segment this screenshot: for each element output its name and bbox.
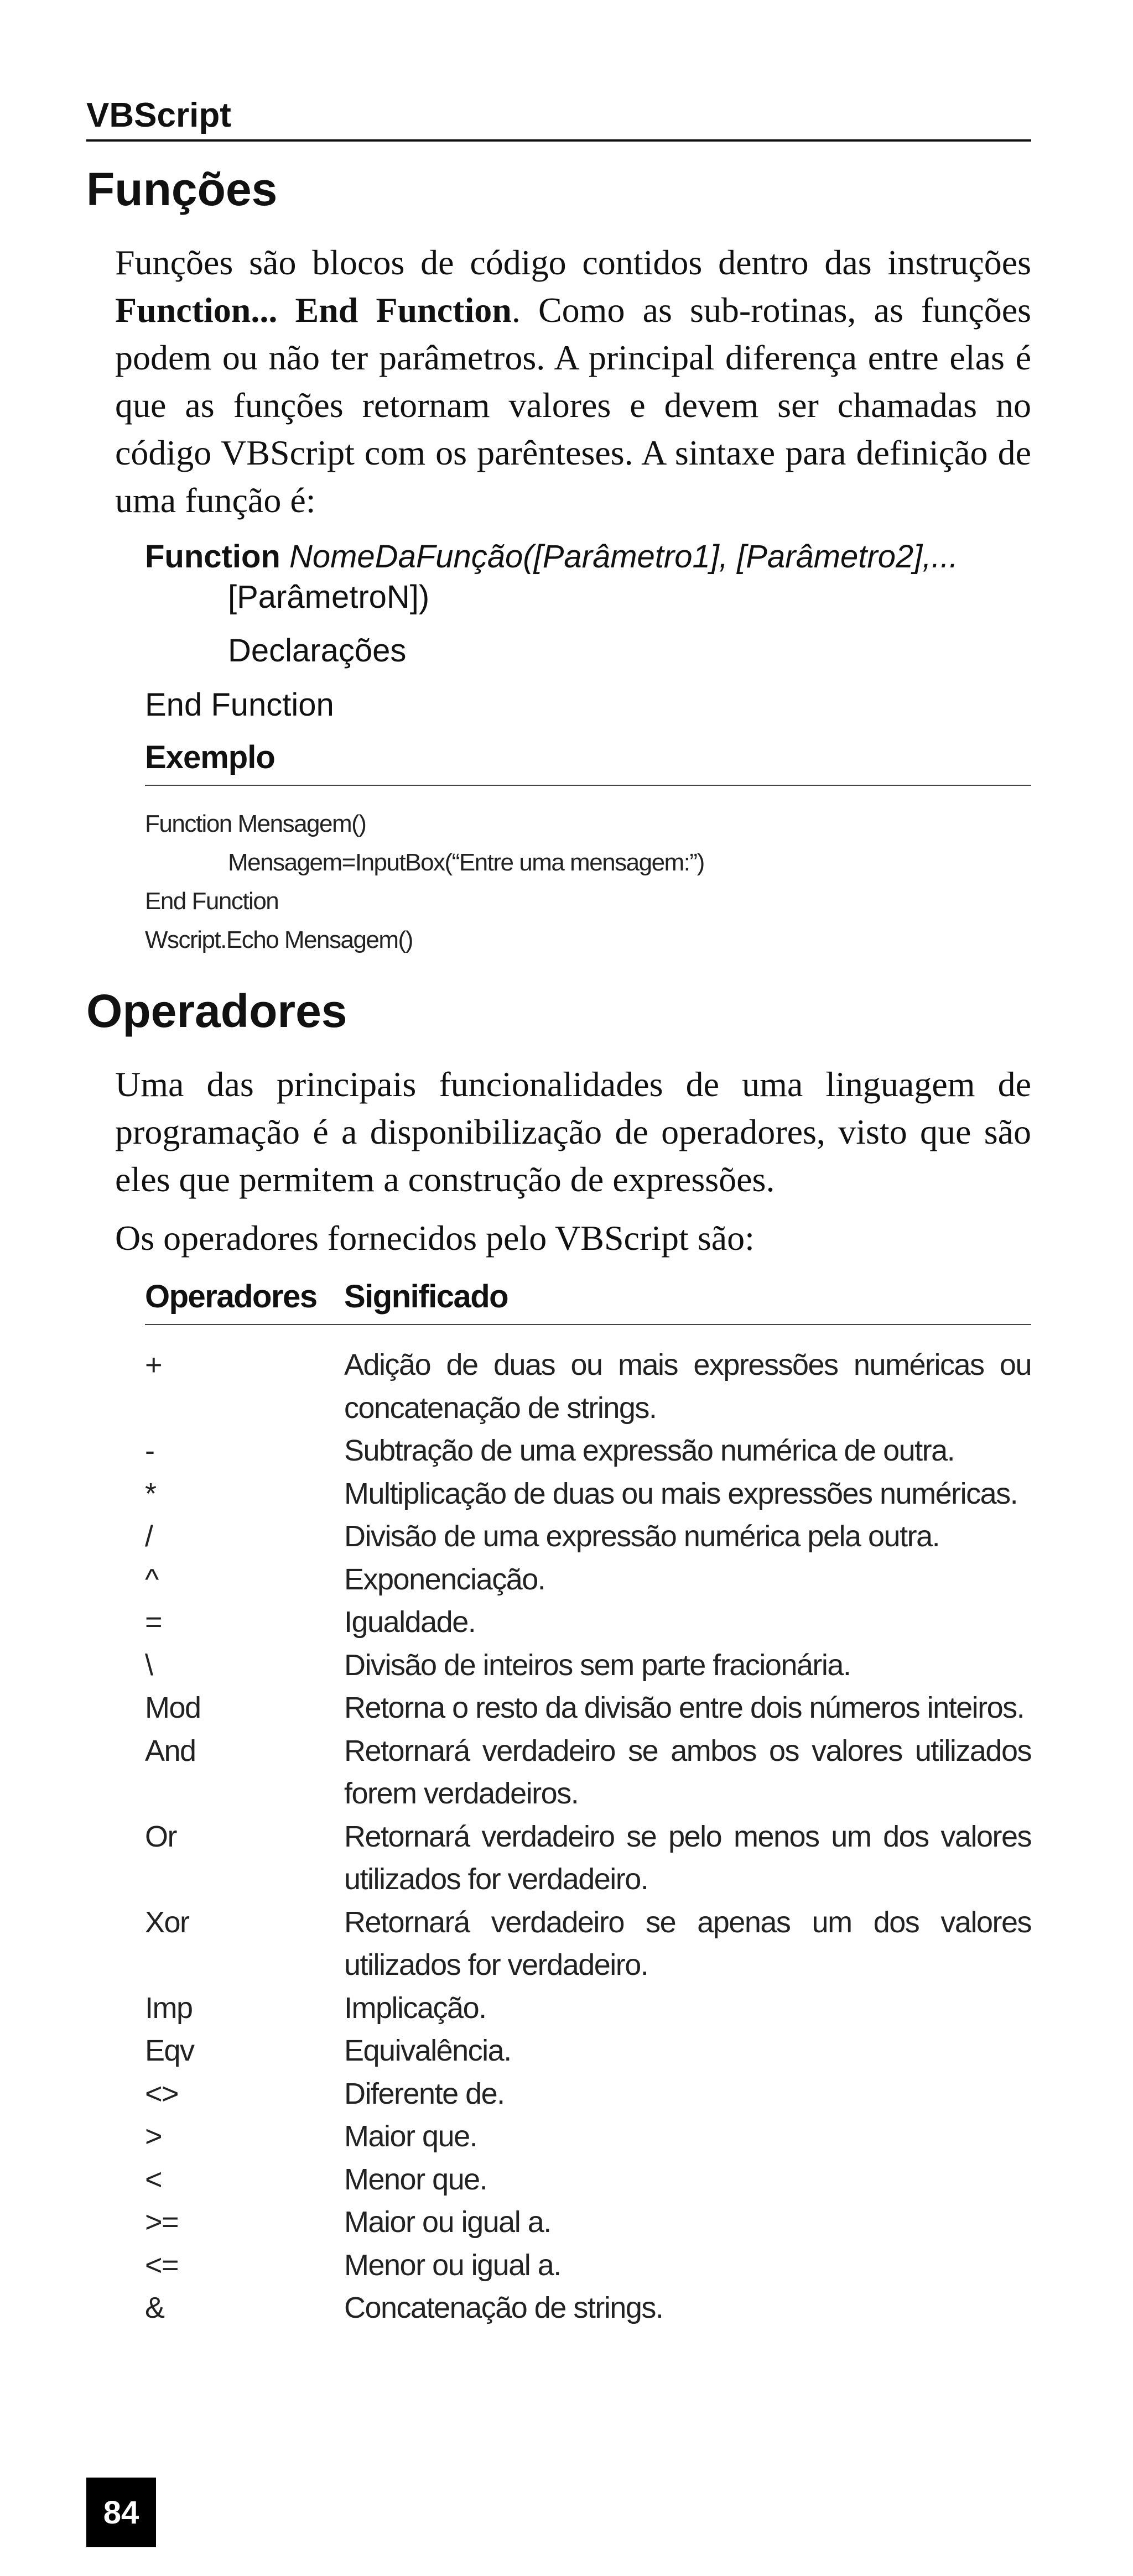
operator-description: Igualdade. xyxy=(344,1605,476,1639)
operator-symbol: Mod xyxy=(145,1691,201,1724)
operator-description: Concatenação de strings. xyxy=(344,2291,663,2324)
operator-symbol: Imp xyxy=(145,1991,193,2025)
operator-symbol: + xyxy=(145,1348,162,1381)
operator-symbol: * xyxy=(145,1477,156,1510)
code-line: Wscript.Echo Mensagem() xyxy=(145,926,413,953)
example-heading: Exemplo xyxy=(145,738,1031,786)
table-row xyxy=(145,1730,1031,1816)
running-header: VBScript xyxy=(86,93,1031,142)
operator-symbol: > xyxy=(145,2120,162,2153)
operator-description: Subtração de uma expressão numérica de outra. xyxy=(344,1434,955,1467)
operator-symbol: = xyxy=(145,1605,162,1639)
code-line: End Function xyxy=(145,888,279,915)
page-number-badge: 84 xyxy=(86,2478,156,2547)
syntax-keyword-function: Function xyxy=(145,539,280,575)
table-row xyxy=(145,1515,1031,1558)
operators-table-header xyxy=(145,1277,1031,1325)
table-row xyxy=(145,1430,1031,1473)
operator-description: Menor ou igual a. xyxy=(344,2248,561,2282)
operator-description: Retornará verdadeiro se pelo menos um dos valores utilizados for verdadeiro. xyxy=(344,1819,1031,1896)
operator-description: Equivalência. xyxy=(344,2034,511,2067)
code-line: Function Mensagem() xyxy=(145,810,366,837)
table-row xyxy=(145,2073,1031,2116)
table-row xyxy=(145,1644,1031,1687)
intro-keyword: Function... End Function xyxy=(115,290,512,330)
operator-description: Maior que. xyxy=(344,2120,477,2153)
syntax-body: Declarações xyxy=(228,633,407,669)
table-row xyxy=(145,2158,1031,2202)
table-row xyxy=(145,1344,1031,1430)
table-row xyxy=(145,1473,1031,1516)
operator-description: Divisão de inteiros sem parte fracionária. xyxy=(344,1648,851,1682)
operator-symbol: Xor xyxy=(145,1905,189,1939)
syntax-signature: NomeDaFunção([Parâmetro1], [Parâmetro2],... xyxy=(289,539,958,575)
section-title-operadores: Operadores xyxy=(86,985,347,1037)
operator-description: Retornará verdadeiro se ambos os valores utilizados forem verdadeiros. xyxy=(344,1734,1031,1810)
operator-description: Exponenciação. xyxy=(344,1562,545,1596)
functions-intro-paragraph xyxy=(115,239,1031,524)
table-row xyxy=(145,2030,1031,2073)
operator-symbol: < xyxy=(145,2162,162,2196)
operator-symbol: ^ xyxy=(145,1562,158,1596)
section-title-funcoes: Funções xyxy=(86,163,278,215)
operators-paragraph-1: Uma das principais funcionalidades de uma linguagem de programação é a disponibilização de operadores, visto que são eles que permitem a construção de expressões. xyxy=(115,1065,1031,1199)
table-row xyxy=(145,1687,1031,1730)
intro-text-start: Funções são blocos de código contidos dentro das instruções xyxy=(115,243,1031,282)
operator-description: Menor que. xyxy=(344,2162,487,2196)
table-row xyxy=(145,2287,1031,2330)
example-code-block xyxy=(145,805,704,960)
table-row xyxy=(145,1901,1031,1987)
column-header-operators: Operadores xyxy=(145,1279,317,1315)
operator-symbol: Eqv xyxy=(145,2034,194,2067)
table-row xyxy=(145,2201,1031,2244)
operator-symbol: <> xyxy=(145,2077,179,2110)
operator-description: Implicação. xyxy=(344,1991,486,2025)
operators-table-body xyxy=(145,1344,1031,2330)
operator-symbol: \ xyxy=(145,1648,153,1682)
table-row xyxy=(145,1601,1031,1644)
operator-description: Maior ou igual a. xyxy=(344,2205,551,2239)
operator-description: Retorna o resto da divisão entre dois números inteiros. xyxy=(344,1691,1025,1724)
table-row xyxy=(145,1558,1031,1602)
intro-text-end: . Como as sub-rotinas, as funções podem ou não ter parâmetros. A principal diferença entre elas é que as funções retornam valores e devem ser chamadas no código VBScript com os parênteses. A sintaxe para definição de uma função é: xyxy=(115,290,1032,520)
syntax-line-1 xyxy=(145,538,958,576)
operator-symbol: >= xyxy=(145,2205,179,2239)
operators-paragraph-2: Os operadores fornecidos pelo VBScript são: xyxy=(115,1218,755,1258)
operator-symbol: And xyxy=(145,1734,196,1767)
operator-symbol: / xyxy=(145,1520,153,1553)
operator-symbol: - xyxy=(145,1434,154,1467)
operator-description: Diferente de. xyxy=(344,2077,505,2110)
syntax-line-2: [ParâmetroN]) xyxy=(228,579,430,615)
operator-symbol: <= xyxy=(145,2248,179,2282)
operator-description: Retornará verdadeiro se apenas um dos valores utilizados for verdadeiro. xyxy=(344,1905,1031,1981)
code-line: Mensagem=InputBox(“Entre uma mensagem:”) xyxy=(228,849,704,876)
operator-description: Adição de duas ou mais expressões numéricas ou concatenação de strings. xyxy=(344,1348,1031,1425)
operator-description: Multiplicação de duas ou mais expressões numéricas. xyxy=(344,1477,1018,1510)
table-row xyxy=(145,1816,1031,1901)
operator-symbol: Or xyxy=(145,1819,176,1853)
operator-symbol: & xyxy=(145,2291,164,2324)
table-row xyxy=(145,1987,1031,2030)
column-header-meaning: Significado xyxy=(344,1279,508,1315)
operator-description: Divisão de uma expressão numérica pela outra. xyxy=(344,1520,940,1553)
syntax-keyword-end-function: End Function xyxy=(145,687,334,723)
table-row xyxy=(145,2115,1031,2158)
table-row xyxy=(145,2244,1031,2287)
